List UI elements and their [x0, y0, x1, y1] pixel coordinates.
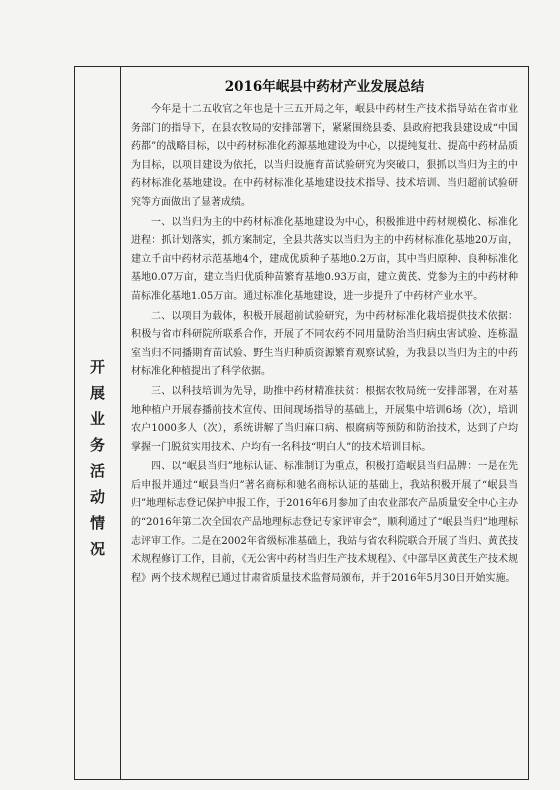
- paragraph-1: 一、以当归为主的中药材标准化基地建设为中心，积极推进中药材规模化、标准化进程：抓计划落实，抓方案制定，全县共落实以当归为主的中药材标准化基地20万亩，建立千亩中药材示范基地4个，建成优质种子基地0.2万亩，其中当归原种、良种标准化基地0.07万亩，建立当归优质种苗繁育基地0.93万亩，建立黄芪、党参为主的中药材种苗标准化基地1.05万亩。通过标准化基地建设，进一步提升了中药材产业水平。: [131, 216, 518, 302]
- section-label: 开展业务活动情况: [88, 359, 106, 567]
- paragraph-intro: 今年是十二五收官之年也是十三五开局之年，岷县中药材生产技术指导站在省市业务部门的指导下，在县农牧局的安排部署下，紧紧围绕县委、县政府把我县建设成“中国药都”的战略目标，以中药材标准化药源基地建设为中心，以提纯复壮、提高中药材品质为目标，以项目建设为依托，以当归设施育苗试验研究为突破口，狠抓以当归为主的中药材标准化基地建设。在中药材标准化基地建设技术指导、技术培训、当归超前试验研究等方面做出了显著成绩。: [131, 104, 518, 208]
- label-column: [75, 67, 121, 779]
- content-column: [121, 67, 528, 779]
- paragraph-3: 三、以科技培训为先导，助推中药材精准扶贫：根据农牧局统一安排部署，在对基地种植户开展春播前技术宣传、田间现场指导的基础上，开展集中培训6场（次），培训农户1000多人（次），系统讲解了当归麻口病、根腐病等预防和防治技术，达到了户均掌握一门脱贫实用技术、户均有一名科技“明白人”的技术培训目标。: [131, 385, 518, 453]
- document-title: 2016年岷县中药材产业发展总结: [224, 79, 425, 95]
- paragraph-4: 四、以“岷县当归”地标认证、标准制订为重点，积极打造岷县当归品牌：一是在先后申报并通过“岷县当归”著名商标和驰名商标认证的基础上，我站积极开展了“岷县当归”地理标志登记保护申报工作，于2016年6月参加了由农业部农产品质量安全中心主办的“2016年第二次全国农产品地理标志登记专家评审会”，顺利通过了“岷县当归”地理标志评审工作。二是在2002年省级标准基础上，我站与省农科院联合开展了当归、黄芪技术规程修订工作，目前，《无公害中药材当归生产技术规程》、《中部旱区黄芪生产技术规程》两个技术规程已通过甘肃省质量技术监督局颁布，并于2016年5月30日开始实施。: [131, 461, 518, 584]
- paragraph-2: 二、以项目为载体，积极开展超前试验研究，为中药材标准化栽培提供技术依据：积极与省市科研院所联系合作，开展了不同农药不同用量防治当归病虫害试验、连栋温室当归不同播期育苗试验、野生当归种质资源繁育观察试验，为我县以当归为主的中药材标准化种植提出了科学依据。: [131, 310, 518, 378]
- report-table: [74, 66, 529, 780]
